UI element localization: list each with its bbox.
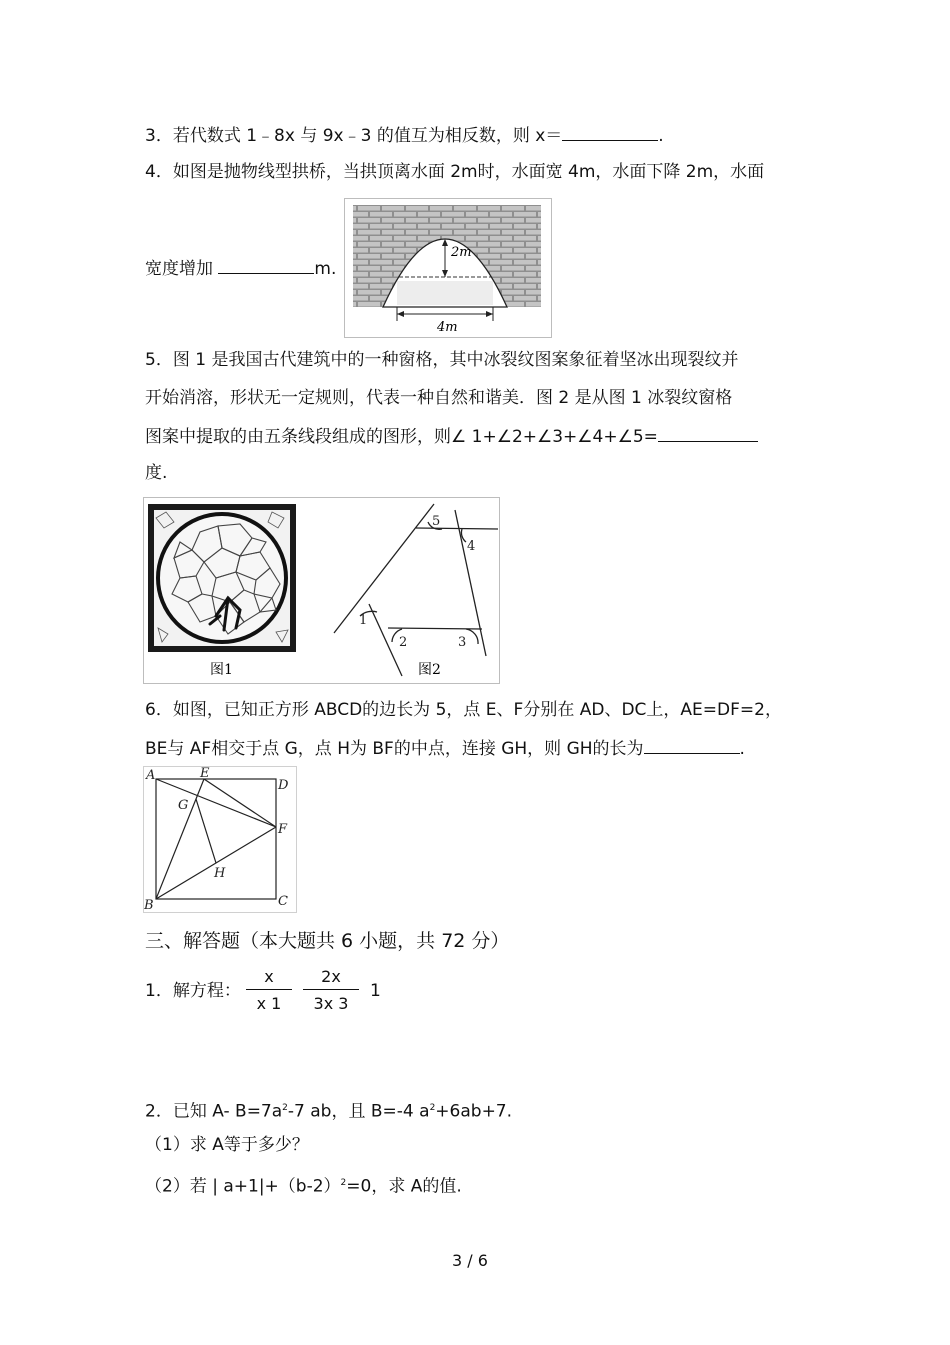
problem-1: 1．解方程：: [145, 981, 241, 1001]
question-6-line-2: BE与 AF相交于点 G，点 H为 BF的中点，连接 GH，则 GH的长为 .: [145, 739, 745, 759]
point-g-label: G: [178, 798, 189, 813]
segment-af: [156, 779, 276, 827]
question-3: 3．若代数式 1﹣8x 与 9x﹣3 的值互为相反数，则 x＝ .: [145, 126, 664, 146]
angle-1-label: 1: [359, 613, 368, 628]
fraction-2: [303, 967, 359, 1013]
answer-blank: [658, 425, 758, 442]
angle-4-label: 4: [467, 539, 476, 554]
equation-rhs: 1: [370, 981, 381, 1001]
angle-5-label: 5: [432, 514, 441, 529]
ice-crack-figure: [143, 497, 500, 684]
question-text: 如图是抛物线型拱桥，当拱顶离水面 2m时，水面宽 4m，水面下降 2m，水面: [172, 162, 765, 182]
page-number: 3 / 6: [452, 1251, 488, 1270]
answer-blank: [562, 124, 658, 141]
angle-2-label: 2: [399, 635, 408, 650]
fraction-2-numerator: 2x: [303, 967, 359, 990]
segment-top: [416, 528, 498, 529]
point-e-label: E: [200, 767, 210, 781]
square-abcd: [156, 779, 276, 899]
problem-2-part-1: （1）求 A等于多少？: [145, 1135, 309, 1155]
problem-2-part-2: （2）若 | $a+1|+(b-2)^2=0$，求 A的值.: [145, 1176, 462, 1197]
point-d-label: D: [278, 778, 289, 793]
answer-blank: [218, 257, 314, 274]
point-h-label: H: [214, 866, 226, 881]
question-5-line-4: 度.: [145, 463, 168, 483]
width-label: 4m: [437, 320, 458, 335]
question-number: 6．: [145, 700, 173, 720]
problem-number: 1．: [145, 981, 173, 1001]
height-label: 2m: [451, 245, 472, 260]
figure-2-caption: 图2: [418, 662, 441, 678]
question-5-line-1: 5．图 1 是我国古代建筑中的一种窗格，其中冰裂纹图案象征着坚冰出现裂纹并: [145, 350, 739, 370]
figure-1-window: [148, 504, 296, 678]
question-6-line-1: 6．如图，已知正方形 ABCD的边长为 5，点 E、F分别在 AD、DC上，AE=DF=2，: [145, 700, 782, 720]
ice-crack-diagrams: [144, 498, 499, 683]
fraction-1-denominator: x 1: [256, 994, 282, 1013]
question-5-line-2: 开始消溶，形状无一定规则，代表一种自然和谐美．图 2 是从图 1 冰裂纹窗格: [145, 388, 733, 408]
segment-gh: [196, 799, 216, 863]
figure-2-segments: [334, 504, 498, 676]
arch-bridge-diagram: [345, 199, 551, 337]
point-b-label: B: [144, 898, 154, 912]
fraction-1-numerator: x: [246, 967, 292, 990]
problem-number: 2．: [145, 1101, 173, 1122]
question-number: 5．: [145, 350, 173, 370]
fraction-1: [246, 967, 292, 1013]
figure-1-caption: 图1: [210, 662, 233, 678]
question-4-line-2: 宽度增加 m.: [145, 259, 337, 279]
point-c-label: C: [278, 894, 288, 909]
question-5-line-3: 图案中提取的由五条线段组成的图形，则∠ 1+∠2+∠3+∠4+∠5=: [145, 425, 758, 448]
answer-blank: [644, 737, 740, 754]
problem-2: 2．已知 A- $B=7a^2-7$ ab，且 B=-4 $a^2+6ab+7$.: [145, 1101, 513, 1122]
segment-be: [156, 779, 204, 899]
square-abcd-diagram: [144, 767, 296, 912]
segment-left: [334, 504, 434, 633]
point-a-label: A: [146, 768, 156, 783]
square-figure: [143, 766, 297, 913]
point-f-label: F: [278, 822, 288, 837]
question-number: 4．: [145, 162, 173, 182]
fraction-2-denominator: 3x 3: [313, 994, 349, 1013]
question-text: 若代数式 1﹣8x 与 9x﹣3 的值互为相反数，则 x＝: [172, 126, 563, 146]
question-4-line-1: [145, 161, 764, 183]
section-3-heading: 三、解答题（本大题共 6 小题，共 72 分）: [145, 930, 510, 952]
water-surface: [397, 281, 493, 305]
arch-bridge-figure: [344, 198, 552, 338]
question-number: 3．: [145, 126, 173, 146]
angle-3-label: 3: [458, 635, 467, 650]
segment-lower-left: [369, 604, 402, 676]
